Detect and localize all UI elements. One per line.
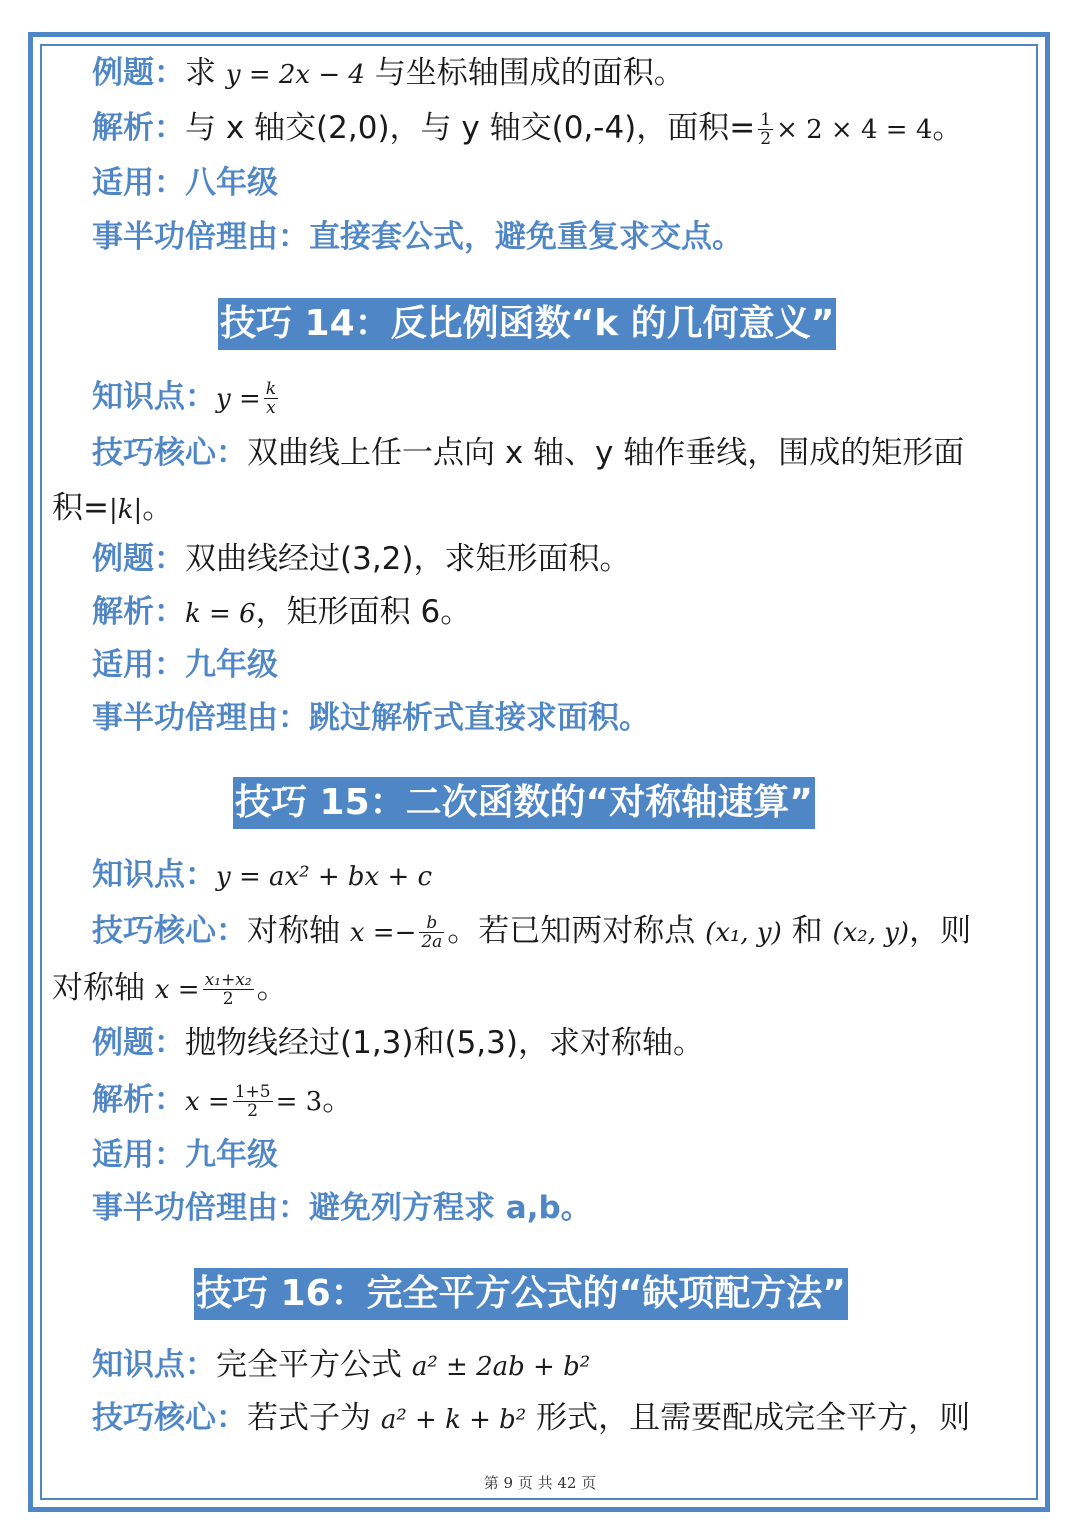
analysis-label: 解析： bbox=[92, 594, 185, 630]
tip13-example-line: 例题：求 y = 2x − 4 与坐标轴围成的面积。 bbox=[92, 55, 685, 91]
grade-label: 适用： bbox=[92, 165, 185, 201]
tip14-grade-line bbox=[92, 645, 278, 685]
math-expression: x = bbox=[154, 975, 200, 1005]
fraction: $\frac{k}{x}$ bbox=[265, 379, 277, 418]
math-expression: × 2 × 4 = 4 bbox=[776, 115, 933, 145]
grade-value: 九年级 bbox=[185, 1137, 278, 1173]
core-label: 技巧核心： bbox=[92, 435, 247, 471]
tip15-reason-line bbox=[92, 1188, 592, 1228]
math-expression: x = bbox=[185, 1087, 230, 1117]
math-expression: a² ± 2ab + b² bbox=[411, 1352, 591, 1382]
reason-label: 事半功倍理由： bbox=[92, 219, 309, 255]
knowledge-label: 知识点： bbox=[92, 1347, 216, 1383]
page-footer: 第 9 页 共 42 页 bbox=[483, 1474, 597, 1492]
reason-label: 事半功倍理由： bbox=[92, 1190, 309, 1226]
tip15-knowledge-line bbox=[92, 855, 432, 897]
example-label: 例题： bbox=[92, 1025, 185, 1061]
tip15-core-line-2: 对称轴 x = $\frac{\text{x₁+x₂}}{2}$ 。 bbox=[52, 970, 288, 1009]
analysis-label: 解析： bbox=[92, 110, 185, 146]
example-label: 例题： bbox=[92, 541, 185, 577]
tip14-heading: 技巧 14：反比例函数“k 的几何意义” bbox=[218, 298, 836, 350]
math-expression: a² + k + b² bbox=[380, 1405, 527, 1435]
knowledge-label: 知识点： bbox=[92, 379, 216, 415]
tip16-knowledge-line: 知识点：完全平方公式 a² ± 2ab + b² bbox=[92, 1347, 591, 1383]
tip13-grade-line bbox=[92, 163, 278, 203]
grade-label: 适用： bbox=[92, 647, 185, 683]
tip13-analysis-line: 解析：与 x 轴交(2,0)，与 y 轴交(0,-4)，面积= $\frac{1}{2}$ × 2 × 4 = 4。 bbox=[92, 110, 964, 149]
tip14-core-line-2: 积=|k|。 bbox=[52, 490, 174, 526]
math-expression: (x₂, y) bbox=[832, 918, 910, 948]
fraction: $\frac{1}{2}$ bbox=[760, 110, 772, 149]
tip15-heading: 技巧 15：二次函数的“对称轴速算” bbox=[233, 777, 815, 829]
core-label: 技巧核心： bbox=[92, 913, 247, 949]
math-expression: (x₁, y) bbox=[705, 918, 782, 948]
grade-value: 八年级 bbox=[185, 165, 278, 201]
tip14-reason-line bbox=[92, 698, 650, 738]
knowledge-label: 知识点： bbox=[92, 857, 216, 893]
tip15-core-line-1: 技巧核心：对称轴 x =− $\frac{b}{2a}$ 。若已知两对称点 (x₁, y) 和 (x₂, y)，则 bbox=[92, 913, 972, 952]
math-expression: y = bbox=[216, 384, 261, 414]
core-label: 技巧核心： bbox=[92, 1400, 247, 1436]
math-expression: x =− bbox=[349, 918, 417, 948]
grade-value: 九年级 bbox=[185, 647, 278, 683]
tip13-reason-line bbox=[92, 217, 743, 257]
fraction: $\frac{b}{2a}$ bbox=[421, 913, 443, 952]
math-expression: |k| bbox=[108, 495, 143, 525]
tip15-example-line: 例题：抛物线经过(1,3)和(5,3)，求对称轴。 bbox=[92, 1025, 704, 1061]
math-expression: k = 6 bbox=[185, 599, 256, 629]
reason-text: 跳过解析式直接求面积。 bbox=[309, 700, 650, 736]
tip15-analysis-line: 解析：x = $\frac{1+5}{2}$ = 3。 bbox=[92, 1082, 354, 1121]
example-label: 例题： bbox=[92, 55, 185, 91]
math-expression: y = ax² + bx + c bbox=[216, 862, 433, 892]
tip14-example-line: 例题：双曲线经过(3,2)，求矩形面积。 bbox=[92, 541, 631, 577]
fraction: $\frac{\text{x₁+x₂}}{2}$ bbox=[204, 970, 252, 1009]
tip14-analysis-line: 解析：k = 6，矩形面积 6。 bbox=[92, 594, 472, 630]
math-expression: y = 2x − 4 bbox=[225, 60, 365, 90]
grade-label: 适用： bbox=[92, 1137, 185, 1173]
tip16-core-line-1: 技巧核心：若式子为 a² + k + b² 形式，且需要配成完全平方，则 bbox=[92, 1400, 971, 1436]
tip14-knowledge-line bbox=[92, 377, 281, 419]
reason-label: 事半功倍理由： bbox=[92, 700, 309, 736]
reason-text: 直接套公式，避免重复求交点。 bbox=[309, 219, 743, 255]
analysis-label: 解析： bbox=[92, 1082, 185, 1118]
reason-text: 避免列方程求 a,b。 bbox=[309, 1190, 592, 1226]
tip15-grade-line bbox=[92, 1135, 278, 1175]
tip16-heading: 技巧 16：完全平方公式的“缺项配方法” bbox=[194, 1268, 848, 1320]
math-expression: = 3 bbox=[275, 1087, 323, 1117]
fraction: $\frac{1+5}{2}$ bbox=[234, 1082, 271, 1121]
tip14-core-line-1: 技巧核心：双曲线上任一点向 x 轴、y 轴作垂线，围成的矩形面 bbox=[92, 435, 965, 471]
